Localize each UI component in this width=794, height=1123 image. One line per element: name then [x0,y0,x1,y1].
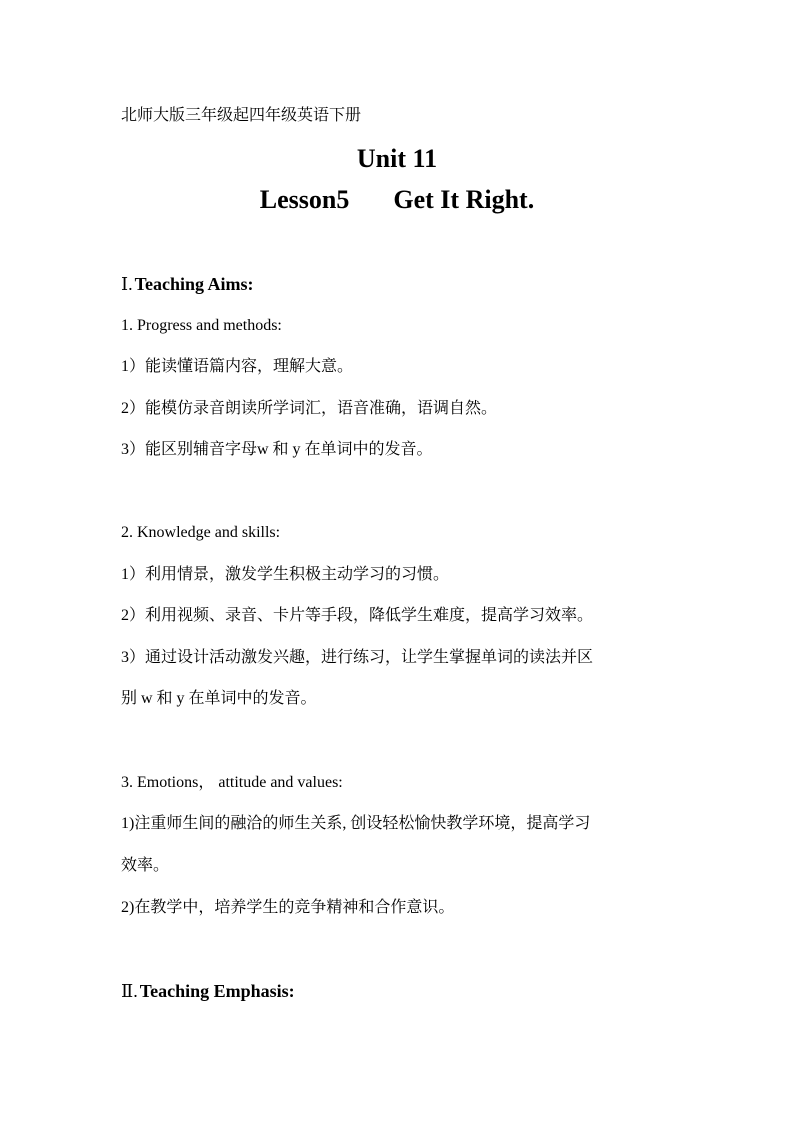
unit-title: Unit 11 [356,144,438,173]
lesson-number: Lesson5 [259,185,350,214]
aim-item: 3）能区别辅音字母w 和 y 在单词中的发音。 [121,441,433,458]
aim-item: 1）能读懂语篇内容，理解大意。 [121,358,354,375]
aim-item: 2)在教学中，培养学生的竞争精神和合作意识。 [121,899,455,916]
aim-item: 2）能模仿录音朗读所学词汇，语音准确，语调自然。 [121,400,498,417]
section-teaching-emphasis [121,981,295,1001]
section-numeral: Ⅱ. [121,981,138,1001]
section-title: Teaching Aims: [134,274,254,294]
aim-item: 3）通过设计活动激发兴趣，进行练习，让学生掌握单词的读法并区 [121,649,594,666]
aim-item: 1）利用情景，激发学生积极主动学习的习惯。 [121,566,450,583]
section-teaching-aims [121,274,253,294]
textbook-header: 北师大版三年级起四年级英语下册 [121,107,362,124]
aim-item: 别 w 和 y 在单词中的发音。 [121,690,317,707]
section-numeral: Ⅰ. [121,274,133,294]
section-title: Teaching Emphasis: [139,981,295,1001]
aim-heading: 1. Progress and methods: [121,317,282,334]
aim-heading: 3. Emotions， attitude and values: [121,774,343,791]
lesson-title [0,184,794,216]
aim-item: 1)注重师生间的融洽的师生关系, 创设轻松愉快教学环境，提高学习 [121,815,591,832]
lesson-name: Get It Right. [393,185,535,214]
aim-heading: 2. Knowledge and skills: [121,524,281,541]
aim-item: 效率。 [121,857,170,874]
aim-item: 2）利用视频、录音、卡片等手段，降低学生难度，提高学习效率。 [121,607,594,624]
